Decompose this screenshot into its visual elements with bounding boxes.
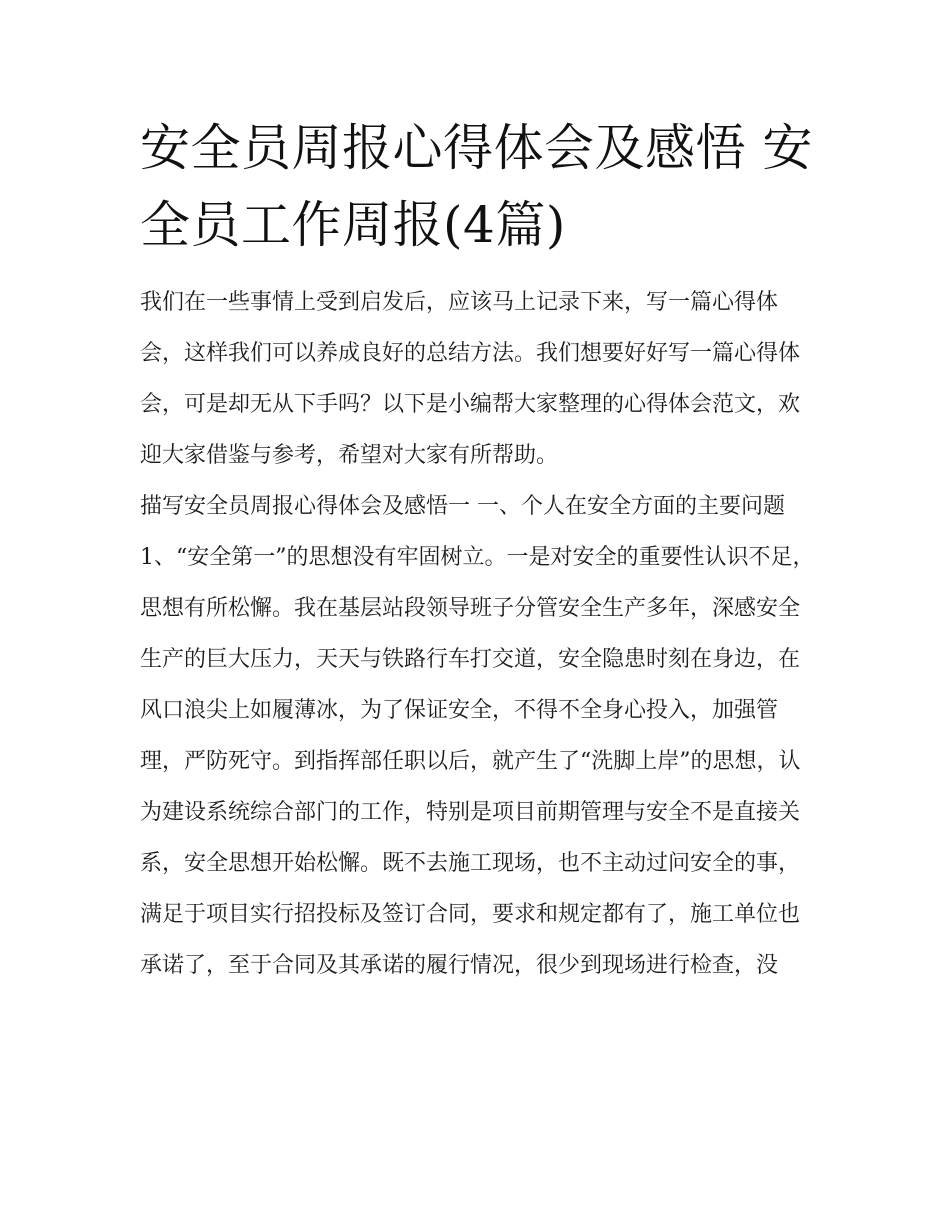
- document-title: 安全员周报心得体会及感悟 安全员工作周报(4篇): [140, 119, 813, 254]
- point-one-paragraph: 1、“安全第一”的思想没有牢固树立。一是对安全的重要性认识不足，思想有所松懈。我在基层站段领导班子分管安全生产多年，深感安全生产的巨大压力，天天与铁路行车打交道，安全隐患时刻在身边，在风口浪尖上如履薄冰，为了保证安全，不得不全身心投入，加强管理，严防死守。到指挥部任职以后，就产生了“洗脚上岸”的思想，认为建设系统综合部门的工作，特别是项目前期管理与安全不是直接关系，安全思想开始松懈。既不去施工现场，也不主动过问安全的事，满足于项目实行招投标及签订合同，要求和规定都有了，施工单位也承诺了，至于合同及其承诺的履行情况，很少到现场进行检查，没: [140, 545, 815, 978]
- document-body: [140, 277, 820, 991]
- intro-paragraph: 我们在一些事情上受到启发后，应该马上记录下来，写一篇心得体会，这样我们可以养成良好的总结方法。我们想要好好写一篇心得体会，可是却无从下手吗？以下是小编帮大家整理的心得体会范文，欢迎大家借鉴与参考，希望对大家有所帮助。: [140, 290, 801, 468]
- section-heading-paragraph: 描写安全员周报心得体会及感悟一 一、个人在安全方面的主要问题: [140, 494, 785, 519]
